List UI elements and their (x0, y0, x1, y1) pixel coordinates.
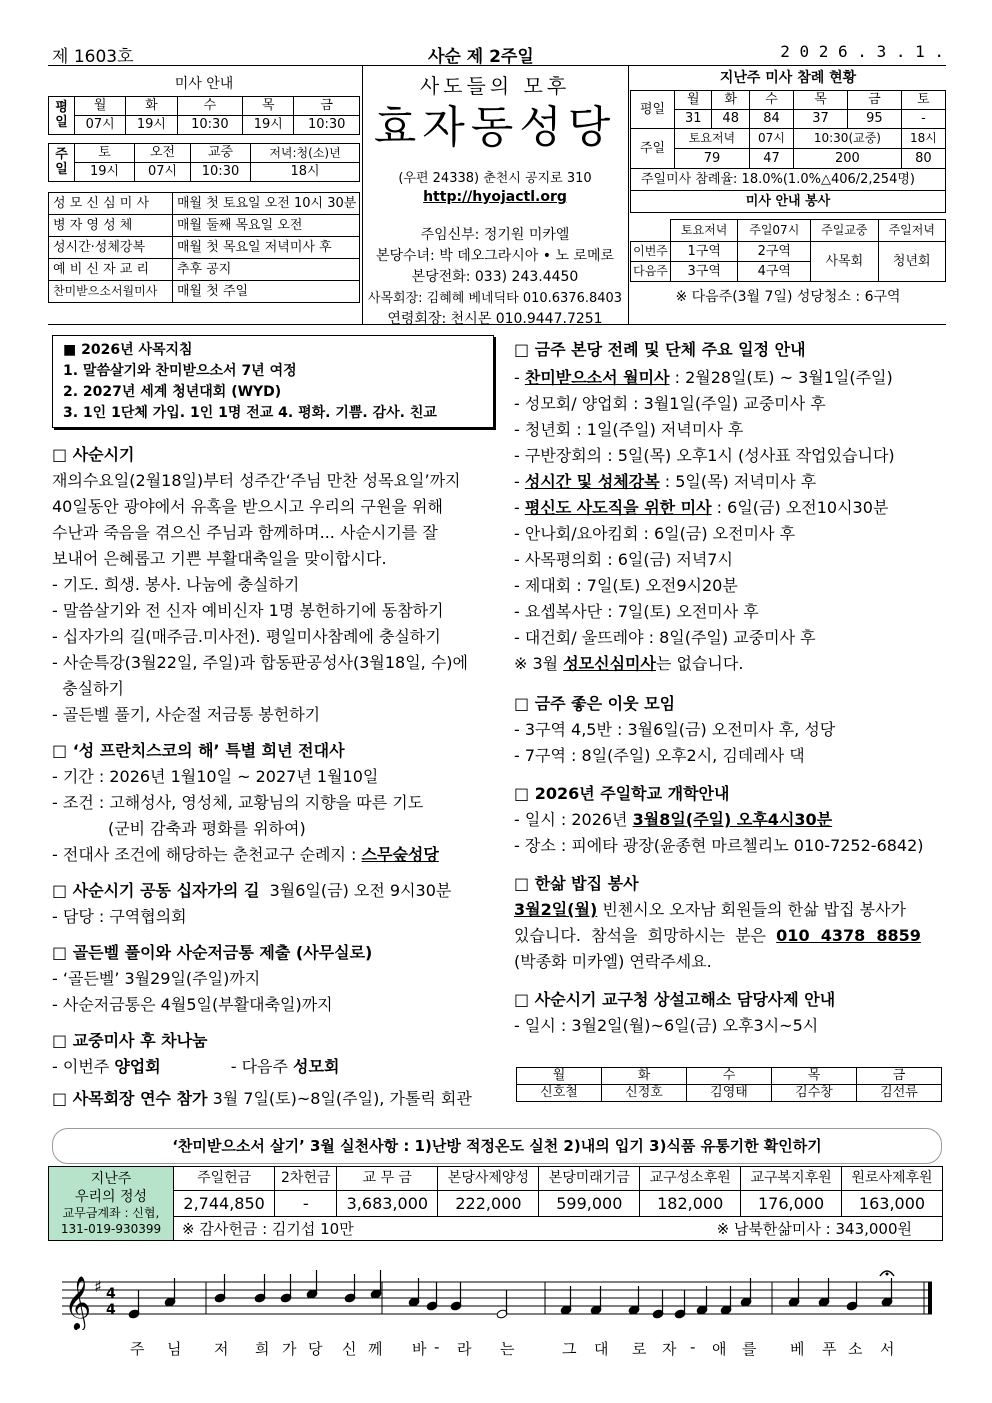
day: 월 (75, 97, 126, 116)
svg-text:4: 4 (106, 1286, 116, 1302)
service-table (630, 219, 946, 282)
sunday-label: 주일 (631, 129, 675, 169)
lent-item: - 기도. 희생. 봉사. 나눔에 충실하기 (52, 575, 300, 594)
text: - 다음주 (230, 1057, 294, 1076)
header-bar (48, 38, 946, 66)
schedule-note: ※ 3월 성모신심미사는 없습니다. (514, 654, 744, 673)
lyric-syllable: - (690, 1338, 696, 1356)
lyric-syllable: 저 (214, 1340, 229, 1358)
lyric-syllable: 푸 (822, 1340, 837, 1358)
day: 화 (602, 1068, 687, 1085)
lyric-syllable: 께 (368, 1340, 383, 1358)
divider (628, 66, 629, 324)
head: 본당미래기금 (539, 1167, 640, 1191)
lent-item: - 사순특강(3월22일, 주일)과 합동판공성사(3월18일, 수)에 (52, 653, 469, 672)
cross-time: 3월6일(금) 오전 9시30분 (259, 881, 452, 900)
tea-title: □ 교중미사 후 차나눔 (52, 1031, 208, 1050)
policy-item: 1. 말씀살기와 찬미받으소서 7년 여정 (63, 363, 297, 379)
time: 10:30 (177, 116, 243, 135)
sunday-school-date: - 일시 : 2026년 3월8일(주일) 오후4시30분 (514, 810, 833, 829)
priest: 김영태 (687, 1085, 772, 1102)
lyric-syllable: 당 (308, 1340, 323, 1358)
count: 48 (712, 110, 749, 129)
head: 저녁:청(소)년 (251, 144, 360, 163)
amount: 176,000 (741, 1191, 842, 1217)
head: 원로사제후원 (842, 1167, 943, 1191)
offering-account-no: 131-019-930399 (60, 1221, 162, 1236)
amount: 182,000 (640, 1191, 741, 1217)
lent-text: 40일동안 광야에서 유혹을 받으시고 우리의 구원을 위해 (52, 497, 443, 516)
merged-group: 청년회 (878, 242, 945, 282)
head: 오전 (135, 144, 191, 163)
amount: 599,000 (539, 1191, 640, 1217)
count: 200 (794, 149, 902, 169)
attendance-title: 지난주 미사 참례 현황 (719, 70, 857, 86)
issue-date: 2 0 2 6 . 3 . 1 . (780, 42, 944, 61)
goldenbell-item: - ‘골든벨’ 3월29일(주일)까지 (52, 969, 261, 988)
lyric-syllable: 서 (880, 1340, 895, 1358)
schedule-item: - 사목평의회 : 6일(금) 저녁7시 (514, 550, 733, 569)
day: 월 (517, 1068, 602, 1085)
count: 79 (675, 149, 750, 169)
time: 19시 (243, 116, 294, 135)
laudato-text: ‘찬미받으소서 살기’ 3월 실천사항 : 1)난방 적정온도 실천 2)내의 입기 3)식품 유통기한 확인하기 (172, 1137, 822, 1155)
text: - 전대사 조건에 해당하는 춘천교구 순례지 : (52, 845, 362, 864)
schedule-title: □ 금주 본당 전례 및 단체 주요 일정 안내 (514, 340, 806, 359)
area: 2구역 (738, 242, 811, 262)
day: 목 (772, 1068, 857, 1085)
cleaning-note: ※ 다음주(3월 7일) 성당청소 : 6구역 (675, 289, 901, 305)
policy-item: 2. 2027년 세계 청년대회 (WYD) (63, 384, 282, 400)
goldenbell-title: □ 골든벨 풀이와 사순저금통 제출 (사무실로) (52, 943, 373, 962)
staff-funeral: 연령회장: 천시몬 010.9447.7251 (387, 311, 603, 327)
day: 목 (794, 91, 848, 110)
lyric-syllable: 가 (282, 1340, 297, 1358)
policy-box (52, 335, 494, 428)
week-label: 다음주 (631, 262, 671, 282)
offering-label-2: 우리의 정성 (74, 1188, 148, 1205)
head: 07시 (749, 129, 793, 149)
meal-phone[interactable]: 010 4378 8859 (776, 926, 921, 945)
merged-group: 사목회 (811, 242, 878, 282)
head: 주일교중 (811, 220, 878, 242)
lent-title: □ 사순시기 (52, 445, 135, 464)
schedule-key: 예 비 신 자 교 리 (49, 259, 173, 281)
indulgence-item (52, 842, 492, 868)
time: 10:30 (294, 116, 360, 135)
confession-title: □ 사순시기 교구청 상설고해소 담당사제 안내 (514, 990, 836, 1009)
day: 금 (294, 97, 360, 116)
day: 월 (675, 91, 712, 110)
tea-this-group: 양업회 (114, 1057, 161, 1076)
schedule-item: - 청년회 : 1일(주일) 저녁미사 후 (514, 420, 744, 439)
priest: 신정호 (602, 1085, 687, 1102)
weekday-label: 평일 (631, 91, 675, 129)
offering-account: 교무금계좌 : 신협, (62, 1206, 160, 1221)
amount: 222,000 (438, 1191, 539, 1217)
count: 47 (749, 149, 793, 169)
head: 본당사제양성 (438, 1167, 539, 1191)
lyric-syllable: - (434, 1338, 440, 1356)
count: - (901, 110, 945, 129)
schedule-key: 병 자 영 성 체 (49, 215, 173, 237)
mass-info (48, 72, 360, 303)
parish-url[interactable]: http://hyojactl.org (423, 189, 567, 205)
svg-text:♯: ♯ (94, 1277, 102, 1296)
confession-table (516, 1067, 942, 1102)
staff-phone: 본당전화: 033) 243.4450 (411, 269, 579, 285)
laudato-banner (52, 1128, 942, 1164)
count: 80 (901, 149, 945, 169)
meal-text: (박종화 미카엘) 연락주세요. (514, 952, 712, 971)
confession-date: - 일시 : 3월2일(월)~6일(금) 오후3시~5시 (514, 1016, 819, 1035)
neighbors-item: - 7구역 : 8일(주일) 오후2시, 김데레사 댁 (514, 746, 805, 765)
day: 수 (687, 1068, 772, 1085)
training-line (52, 1086, 492, 1112)
day: 금 (857, 1068, 942, 1085)
neighbors-item: - 3구역 4,5반 : 3월6일(금) 오전미사 후, 성당 (514, 720, 836, 739)
attendance (630, 66, 946, 306)
service-title: 미사 안내 봉사 (631, 191, 946, 213)
amount: 2,744,850 (174, 1191, 275, 1217)
lyric-syllable: 를 (742, 1340, 757, 1358)
lyric-syllable: 애 (712, 1340, 727, 1358)
head: 주일07시 (738, 220, 811, 242)
lent-item: - 말씀살기와 전 신자 예비신자 1명 봉헌하기에 동참하기 (52, 601, 444, 620)
area: 4구역 (738, 262, 811, 282)
lyric-syllable: 대 (594, 1340, 609, 1358)
schedule-value: 매월 첫 토요일 오전 10시 30분 (173, 193, 360, 215)
meal-title: □ 한삶 밥집 봉사 (514, 874, 639, 893)
lyric-syllable: 로 (632, 1340, 647, 1358)
lyric-syllable: 바 (412, 1340, 427, 1358)
lyric-syllable: 님 (167, 1340, 182, 1358)
head: 교 무 금 (337, 1167, 438, 1191)
schedule-item: - 안나회/요아킴회 : 6일(금) 오전미사 후 (514, 524, 796, 543)
blank-cell (631, 220, 671, 242)
time: 18시 (251, 163, 360, 182)
day: 화 (126, 97, 177, 116)
parish-name: 효자동성당 (373, 102, 617, 153)
lent-item: - 십자가의 길(매주금.미사전). 평일미사참례에 충실하기 (52, 627, 441, 646)
count: 84 (749, 110, 793, 129)
svg-text:𝄞: 𝄞 (64, 1275, 92, 1329)
area: 1구역 (671, 242, 738, 262)
schedule-item: - 성모회/ 양업회 : 3월1일(주일) 교중미사 후 (514, 394, 826, 413)
meal-text: 있습니다. 참석을 희망하시는 분은 010 4378 8859 (514, 926, 921, 945)
sunday-label: 주일 (55, 147, 68, 177)
head: 주일저녁 (878, 220, 945, 242)
lent-text: 수난과 죽음을 겪으신 주님과 함께하며... 사순시기를 잘 (52, 523, 438, 542)
amount: 3,683,000 (337, 1191, 438, 1217)
head: 교구복지후원 (741, 1167, 842, 1191)
goldenbell-item: - 사순저금통은 4월5일(부활대축일)까지 (52, 995, 333, 1014)
lent-text: 보내어 은혜롭고 기쁜 부활대축일을 맞이합시다. (52, 549, 387, 568)
schedule-value: 매월 첫 목요일 저녁미사 후 (173, 237, 360, 259)
cross-title (52, 878, 492, 904)
attendance-weekday-table (630, 90, 946, 213)
tea-next-group: 성모회 (293, 1057, 340, 1076)
hymn-lyrics (52, 1336, 942, 1364)
day: 목 (243, 97, 294, 116)
indulgence-title: □ ‘성 프란치스코의 해’ 특별 희년 전대사 (52, 741, 345, 760)
head: 2차헌금 (275, 1167, 337, 1191)
schedule-item: - 평신도 사도직을 위한 미사 : 6일(금) 오전10시30분 (514, 498, 889, 517)
pilgrimage-place: 스무숲성당 (361, 845, 439, 864)
schedule-value: 매월 둘째 목요일 오전 (173, 215, 360, 237)
issue-number: 제 1603호 (52, 47, 134, 67)
mass-info-title: 미사 안내 (174, 76, 234, 92)
schedule-key: 성 모 신 심 미 사 (49, 193, 173, 215)
schedule-item: - 제대회 : 7일(토) 오전9시20분 (514, 576, 738, 595)
amount: - (275, 1191, 337, 1217)
day: 토 (901, 91, 945, 110)
staff-pastor: 주임신부: 정기원 미카엘 (420, 227, 570, 243)
lyric-syllable: 는 (500, 1340, 515, 1358)
svg-text:4: 4 (106, 1302, 116, 1318)
staff-list (363, 225, 627, 330)
parish-address: (우편 24338) 춘천시 공지로 310 (398, 171, 592, 186)
training-title: □ 사목회장 연수 참가 (52, 1089, 208, 1108)
time: 07시 (135, 163, 191, 182)
offering-label (49, 1167, 174, 1241)
staff-sister: 본당수녀: 박 데오그라시아 • 노 로메로 (375, 248, 615, 264)
schedule-value: 매월 첫 주일 (173, 281, 360, 303)
time: 19시 (75, 163, 135, 182)
lyric-syllable: 라 (457, 1340, 472, 1358)
head: 18시 (901, 129, 945, 149)
tea-item (52, 1054, 492, 1080)
right-column (514, 335, 944, 1039)
policy-title: ■ 2026년 사목지침 (63, 342, 193, 358)
indulgence-item: - 조건 : 고해성사, 영성체, 교황님의 지향을 따른 기도 (52, 793, 424, 812)
lent-text: 재의수요일(2월18일)부터 성주간‘주님 만찬 성목요일’까지 (52, 471, 461, 490)
schedule-key: 성시간·성체강복 (49, 237, 173, 259)
indulgence-item: - 기간 : 2026년 1월10일 ~ 2027년 1월10일 (52, 767, 379, 786)
time: 07시 (75, 116, 126, 135)
priest: 김선류 (857, 1085, 942, 1102)
time: 19시 (126, 116, 177, 135)
schedule-item: - 구반장회의 : 5일(목) 오후1시 (성사표 작업있습니다) (514, 446, 895, 465)
head: 교구성소후원 (640, 1167, 741, 1191)
parish-subtitle: 사도들의 모후 (419, 74, 571, 98)
weekday-label: 평일 (55, 100, 68, 130)
training-info: 3월 7일(토)~8일(주일), 가톨릭 회관 (207, 1089, 472, 1108)
schedule-key: 찬미받으소서월미사 (49, 281, 173, 303)
parish-block (363, 66, 627, 330)
lent-item: 충실하기 (52, 679, 124, 698)
area: 3구역 (671, 262, 738, 282)
day: 수 (177, 97, 243, 116)
hymn (52, 1262, 942, 1362)
attendance-rate: 주일미사 참례율: 18.0%(1.0%△406/2,254명) (631, 169, 946, 191)
thanks-offering: ※ 감사헌금 : 김기섭 10만 (174, 1217, 539, 1241)
left-column (52, 442, 492, 1112)
lyric-syllable: 신 (342, 1340, 357, 1358)
special-mass-table (48, 192, 360, 303)
amount: 163,000 (842, 1191, 943, 1217)
cross-item: - 담당 : 구역협의회 (52, 907, 187, 926)
head: 토요저녁 (675, 129, 750, 149)
neighbors-title: □ 금주 좋은 이웃 모임 (514, 694, 676, 713)
sunday-school-title: □ 2026년 주일학교 개학안내 (514, 784, 730, 803)
schedule-item: - 요셉복사단 : 7일(토) 오전미사 후 (514, 602, 759, 621)
lyric-syllable: 베 (790, 1340, 805, 1358)
schedule-item: - 성시간 및 성체강복 : 5일(목) 저녁미사 후 (514, 472, 817, 491)
offering-label-1: 지난주 (90, 1170, 132, 1187)
lyric-syllable: 소 (848, 1340, 863, 1358)
unification-offering: ※ 남북한삶미사 : 343,000원 (539, 1217, 943, 1241)
day: 수 (749, 91, 793, 110)
day: 화 (712, 91, 749, 110)
head: 10:30(교중) (794, 129, 902, 149)
text: - 이번주 (52, 1057, 115, 1076)
staff-council: 사목회장: 김혜혜 베네딕타 010.6376.8403 (367, 291, 623, 306)
count: 31 (675, 110, 712, 129)
meal-text: 3월2일(월) 빈첸시오 오자남 회원들의 한삶 밥집 봉사가 (514, 900, 906, 919)
count: 37 (794, 110, 848, 129)
sunday-mass-table (48, 143, 360, 182)
head: 토요저녁 (671, 220, 738, 242)
lent-item: - 골든벨 풀기, 사순절 저금통 봉헌하기 (52, 705, 321, 724)
weekday-mass-table (48, 96, 360, 135)
head: 토 (75, 144, 135, 163)
head: 교중 (191, 144, 251, 163)
indulgence-item: (군비 감축과 평화를 위하여) (52, 819, 306, 838)
time: 10:30 (191, 163, 251, 182)
cross-heading: □ 사순시기 공동 십자가의 길 (52, 881, 260, 900)
head: 주일헌금 (174, 1167, 275, 1191)
priest: 김수창 (772, 1085, 857, 1102)
lyric-syllable: 그 (562, 1340, 577, 1358)
count: 95 (847, 110, 901, 129)
lyric-syllable: 희 (255, 1340, 270, 1358)
lyric-syllable: 자 (662, 1340, 677, 1358)
week-label: 이번주 (631, 242, 671, 262)
staff-notation (52, 1262, 942, 1330)
schedule-value: 추후 공지 (173, 259, 360, 281)
schedule-item: - 대건회/ 울뜨레야 : 8일(주일) 교중미사 후 (514, 628, 816, 647)
priest: 신호철 (517, 1085, 602, 1102)
policy-item: 3. 1인 1단체 가입. 1인 1명 전교 4. 평화. 기쁨. 감사. 친교 (63, 405, 437, 421)
offering-table (48, 1166, 943, 1241)
sunday-school-place: - 장소 : 피에타 광장(윤종현 마르첼리노 010-7252-6842) (514, 836, 924, 855)
liturgical-season: 사순 제 2주일 (428, 47, 534, 67)
schedule-item: - 찬미받으소서 월미사 : 2월28일(토) ~ 3월1일(주일) (514, 368, 893, 387)
day: 금 (847, 91, 901, 110)
lyric-syllable: 주 (130, 1340, 145, 1358)
